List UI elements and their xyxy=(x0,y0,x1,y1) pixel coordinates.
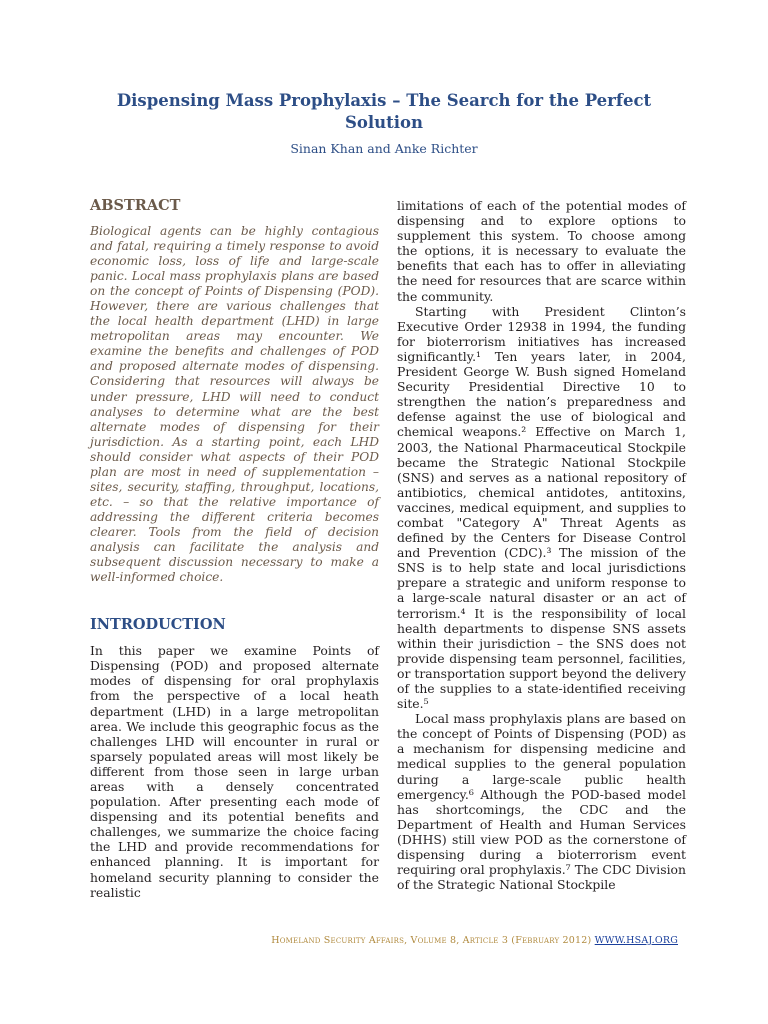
body-paragraph: limitations of each of the potential modes of dispensing and to explore options to supplement this system. To choose among the options, it is necessary to evaluate the benefits that each has to offer in alleviating the need for resources that are scarce within the community. xyxy=(397,198,686,304)
paper-title: Dispensing Mass Prophylaxis – The Search for the Perfect Solution xyxy=(116,91,652,132)
left-column xyxy=(90,196,379,900)
paper-authors: Sinan Khan and Anke Richter xyxy=(290,141,478,156)
introduction-heading: INTRODUCTION xyxy=(90,616,226,634)
body-paragraph: Starting with President Clinton’s Executive Order 12938 in 1994, the funding for bioterrorism initiatives has increased significantly.¹ Ten years later, in 2004, President George W. Bush signed Homeland Security Presidential Directive 10 to strengthen the nation’s preparedness and defense against the use of biological and chemical weapons.² Effective on March 1, 2003, the National Pharmaceutical Stockpile became the Strategic National Stockpile (SNS) and serves as a national repository of antibiotics, chemical antidotes, antitoxins, vaccines, medical equipment, and supplies to combat "Category A" Threat Agents as defined by the Centers for Disease Control and Prevention (CDC).³ The mission of the SNS is to help state and local jurisdictions prepare a strategic and uniform response to a large-scale natural disaster or an act of terrorism.⁴ It is the responsibility of local health departments to dispense SNS assets within their jurisdiction – the SNS does not provide dispensing team personnel, facilities, or transportation support beyond the delivery of the supplies to a state-identified receiving site.⁵ xyxy=(397,303,686,712)
abstract-text: Biological agents can be highly contagious and fatal, requiring a timely response to avoid economic loss, loss of life and large-scale panic. Local mass prophylaxis plans are based on the concept of Points of Dispensing (POD). However, there are various challenges that the local health department (LHD) in large metropolitan areas may encounter. We examine the benefits and challenges of POD and proposed alternate modes of dispensing. Considering that resources will always be under pressure, LHD will need to conduct analyses to determine what are the best alternate modes of dispensing for their jurisdiction. As a starting point, each LHD should consider what aspects of their POD plan are most in need of supplementation – sites, security, staffing, throughput, locations, etc. – so that the relative importance of addressing the different criteria becomes clearer. Tools from the field of decision analysis can facilitate the analysis and subsequent discussion necessary to make a well-informed choice. xyxy=(90,224,379,585)
abstract-heading: ABSTRACT xyxy=(90,197,181,214)
introduction-paragraph: In this paper we examine Points of Dispensing (POD) and proposed alternate modes of dispensing for oral prophylaxis from the perspective of a local heath department (LHD) in a large metropolitan area. We include this geographic focus as the challenges LHD will encounter in rural or sparsely populated areas will most likely be different from those seen in large urban areas with a densely concentrated population. After presenting each mode of dispensing and its potential benefits and challenges, we summarize the choice facing the LHD and provide recommendations for enhanced planning. It is important for homeland security planning to consider the realistic xyxy=(90,643,379,900)
footer-citation: Homeland Security Affairs, Volume 8, Article 3 (February 2012) xyxy=(271,935,592,946)
page-footer xyxy=(200,935,678,946)
footer-link[interactable]: WWW.HSAJ.ORG xyxy=(594,935,678,946)
body-paragraph: Local mass prophylaxis plans are based on the concept of Points of Dispensing (POD) as a mechanism for dispensing medicine and medical supplies to the general population during a large-scale public health emergency.⁶ Although the POD-based model has shortcomings, the CDC and the Department of Health and Human Services (DHHS) still view POD as the cornerstone of dispensing during a bioterrorism event requiring oral prophylaxis.⁷ The CDC Division of the Strategic National Stockpile xyxy=(397,711,686,893)
right-column xyxy=(397,198,686,892)
